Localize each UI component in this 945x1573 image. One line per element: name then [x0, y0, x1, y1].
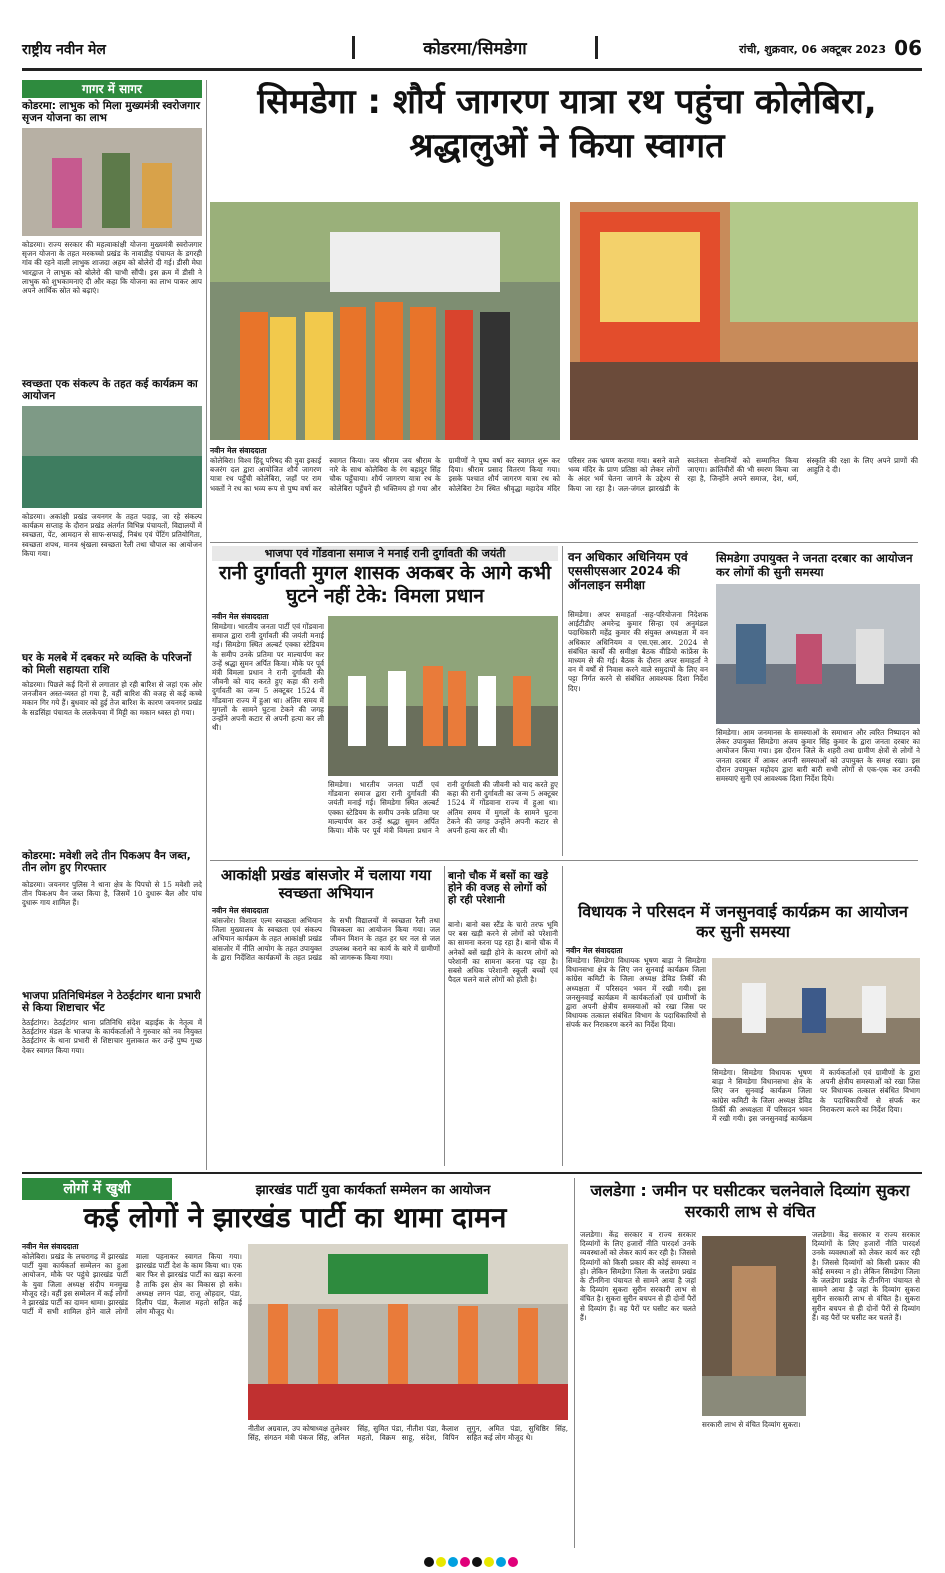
article-text: सिमडेगा। सिमडेगा विधायक भूषण बाड़ा ने सिमडेगा विधानसभा क्षेत्र के लिए जन सुनवाई कार्यक्रम जिला कांग्रेस कमिटी के जिला अध्यक्ष डेविड तिर्की की अध्यक्षता में परिसदन भवन में रखी गयी। इस जनसुनवाई कार्यक्रम में कार्यकर्ताओं एवं ग्रामीणों के द्वारा अपनी क्षेत्रीय समस्याओं को रखा जिस पर विधायक तत्काल संबंधित विभाग के पदाधिकारियों से संपर्क कर निराकरण करने का निर्देश दिया। [566, 956, 706, 1030]
column-divider [562, 546, 563, 856]
article-text: कोडरमा। जयनगर पुलिस ने थाना क्षेत्र के पिपचो से 15 मवेशी लदे तीन पिकअप वैन जब्त किया है, जिसमें 10 दुधारू बैल और पांच दुधारू गाय शामिल हैं। [22, 880, 202, 908]
newspaper-logo: राष्ट्रीय नवीन मेल [22, 42, 106, 58]
headline: कोडरमा: मवेशी लदे तीन पिकअप वैन जब्त, तीन लोग हुए गिरफ्तार [22, 850, 191, 874]
registration-dot [472, 1557, 482, 1567]
article-text: कोडरमा। राज्य सरकार की महत्वाकांक्षी योजना मुख्यमंत्री स्वरोजगार सृजन योजना के तहत मरकच्चो प्रखंड के नावाडीह पंचायत के डगरही गांव की रहने वाली लाभुक शाजदा अहम को बोलेरो दी गई। डीसी मेघा भारद्वाज ने लाभुक को बोलेरो की चाभी सौंपी। इस क्रम में डीसी ने लाभुक को शुभकामनाएं दी और कहा कि योजना का लाभ पाकर आप अपने आर्थिक स्रोत को बढ़ाएं। [22, 240, 202, 296]
column-divider [444, 866, 445, 1166]
photo-placeholder [22, 406, 202, 508]
article-text: सिमडेगा। भारतीय जनता पार्टी एवं गोंडवाना समाज द्वारा रानी दुर्गावती की जयंती मनाई गई। सिमडेगा स्थित अल्बर्ट एक्का स्टेडियम के समीप उनके प्रतिमा पर माल्यार्पण कर उन्हें श्रद्धा सुमन अर्पित किया। मौके पर पूर्व मंत्री विमला प्रधान ने रानी दुर्गावती की जीवनी को याद करते हुए कहा की रानी दुर्गावती का जन्म 5 अक्टूबर 1524 में गोंडवाना राज्य में हुआ था। अंतिम समय में मुगलों के सामने घुटना टेकने की जगह उन्होंने अपनी कटार से अपनी हत्या कर ली थी। [328, 780, 558, 836]
headline: घर के मलबे में दबकर मरे व्यक्ति के परिजनों को मिली सहायता राशि [22, 652, 192, 676]
article-text: बानो। बानो बस स्टैंड के चारो तरफ भूमि पर बस खड़ी करने से लोगों को परेशानी का सामना करना पड़ रहा है। बानो चौक में अनेकों बसें खड़ी होने के कारण लोगों को परेशानी का सामना करना पड़ रहा है। सबसे अधिक परेशानी स्कूली बच्चों एवं पैदल चलने वाले लोगों को होती है। [448, 920, 558, 985]
headline: रानी दुर्गावती मुगल शासक अकबर के आगे कभी घुटने नहीं टेके: विमला प्रधान [218, 562, 551, 607]
article-text: सिमडेगा। सिमडेगा विधायक भूषण बाड़ा ने सिमडेगा विधानसभा क्षेत्र के लिए जन सुनवाई कार्यक्रम जिला कांग्रेस कमिटी के जिला अध्यक्ष डेविड तिर्की की अध्यक्षता में परिसदन भवन में रखी गयी। इस जनसुनवाई कार्यक्रम में कार्यकर्ताओं एवं ग्रामीणों के द्वारा अपनी क्षेत्रीय समस्याओं को रखा जिस पर विधायक तत्काल संबंधित विभाग के पदाधिकारियों से संपर्क कर निराकरण करने का निर्देश दिया। [712, 1068, 920, 1124]
column-divider [206, 80, 207, 1170]
byline: नवीन मेल संवाददाता [566, 946, 623, 955]
column-divider [562, 866, 563, 1166]
section-divider [22, 1172, 922, 1174]
news-photo [702, 1236, 806, 1416]
page-number: 06 [894, 36, 922, 60]
print-registration-bar [22, 1552, 922, 1562]
registration-dot [460, 1557, 470, 1567]
photo-placeholder [210, 202, 560, 440]
article-text: जलडेगा। केंद्र सरकार व राज्य सरकार दिव्यांगों के लिए हजारों नीति पारदर्श उनके व्यवस्थाओं को लेकर कार्य कर रही है। जिससे दिव्यांगों को किसी प्रकार की कोई समस्या न हो। लेकिन सिमडेगा जिला के जलडेगा प्रखंड के टीनगिना पंचायत से सामने आया है जहां के दिव्यांग सुकरा सुरीन सरकारी लाभ से वंचित है। सुकरा सुरीन बचपन से ही दोनों पैरों से दिव्यांग हैं। वह पैरों पर घसीट कर चलते हैं। [580, 1230, 696, 1322]
byline: नवीन मेल संवाददाता [212, 906, 269, 915]
photo-placeholder [716, 584, 920, 724]
byline: नवीन मेल संवाददाता [22, 1242, 79, 1251]
news-photo [22, 406, 202, 508]
headline: जलडेगा : जमीन पर घसीटकर चलनेवाले दिव्यांग सुकरा सरकारी लाभ से वंचित [590, 1181, 910, 1221]
headline: सिमडेगा उपायुक्त ने जनता दरबार का आयोजन कर लोगों की सुनी समस्या [716, 551, 913, 579]
main-headline: सिमडेगा : शौर्य जागरण यात्रा रथ पहुंचा कोलेबिरा, श्रद्धालुओं ने किया स्वागत [257, 82, 877, 166]
headline: भाजपा प्रतिनिधिमंडल ने ठेठईटांगर थाना प्रभारी से किया शिष्टाचार भेंट [22, 990, 201, 1014]
photo-caption: सरकारी लाभ से वंचित दिव्यांग सुकरा। [702, 1420, 801, 1429]
article-text: कोलेबिरा। विश्व हिंदू परिषद की युवा इकाई बजरंग दल द्वारा आयोजित शौर्य जागरण यात्रा रथ पहुँची कोलेबिरा, जहाँ पर राम भक्तों ने रथ का भव्य रूप से पुष्प वर्षा कर स्वागत किया। जय श्रीराम जय श्रीराम के नारे के साथ कोलेबिरा के रंग बहादुर सिंह चौक पहुँचाया। शौर्य जागरण यात्रा रथ के कोलेबिरा पहुँचने ही भक्तिमय हो गया और ग्रामीणों ने पुष्प वर्षा कर स्वागत शुरू कर दिया। श्रीराम प्रसाद वितरण किया गया। इसके पश्चात शौर्य जागरण यात्रा रथ को कोलेबिरा टेम स्थित श्रीवृद्धा महादेव मंदिर परिसर तक भ्रमण कराया गया। बसने वाले भव्य मंदिर के प्राण प्रतिष्ठा को लेकर लोगों के अंदर भर्म चेतना जागने के उद्देश्य से किया जा रहा है। जल-जंगल झारखंडी के स्वतंत्रता सेनानियों को सम्मानित किया जाएगा। क्रांतिवीरों की भी स्मरण किया जा रहा है, जिन्होंने अपने समाज, देश, धर्म, संस्कृति की रक्षा के लिए अपने प्राणों की आहुति दे दी। [210, 456, 918, 493]
registration-dot [436, 1557, 446, 1567]
article-text: कोडरमा। पिछले कई दिनों से लगातार हो रही बारिश से जहां एक ओर जनजीवन अस्त-व्यस्त हो गया है, वहीं बारिश की वजह से कई कच्चे मकान गिर गये हैं। बुधवार को हुई तेज बारिश के कारण जयनगर प्रखंड के सडसिंहा पंचायत के ललकेयवा में मिट्टी का मकान ध्वस्त हो गया। [22, 680, 202, 717]
article-text: सिमडेगा। आम जनमानस के समस्याओं के समाधान और त्वरित निष्पादन को लेकर उपायुक्त सिमडेगा अजय कुमार सिंह कुमार के द्वारा जनता दरबार का आयोजन किया गया। इस दौरान जिले के शहरी तथा ग्रामीण क्षेत्रों से लोगों ने जनता दरबार में आकर अपनी समस्याओं को उपायुक्त के समक्ष रखा। इस दौरान उपायुक्त महोदय द्वारा बारी बारी सभी लोगों से एक-एक कर उनकी समस्याएं सुनी एवं आवश्यक दिशा निर्देश दिये। [716, 728, 920, 784]
section-banner: गागर में सागर [22, 80, 202, 98]
section-banner: लोगों में खुशी [22, 1178, 172, 1200]
photo-placeholder [702, 1236, 806, 1416]
photo-placeholder [22, 128, 202, 236]
kicker: झारखंड पार्टी युवा कार्यकर्ता सम्मेलन का आयोजन [255, 1183, 491, 1198]
section-divider [210, 860, 918, 861]
kicker: भाजपा एवं गोंडवाना समाज ने मनाई रानी दुर्गावती की जयंती [212, 546, 558, 561]
headline: स्वच्छता एक संकल्प के तहत कई कार्यक्रम का आयोजन [22, 378, 198, 402]
registration-dot [424, 1557, 434, 1567]
photo-placeholder [570, 202, 918, 440]
news-photo [328, 616, 558, 776]
main-photo-rally [210, 202, 560, 440]
registration-dot [448, 1557, 458, 1567]
main-photo-temple [570, 202, 918, 440]
headline: वन अधिकार अधिनियम एवं एससीएसआर 2024 की ऑनलाइन समीक्षा [568, 550, 688, 592]
registration-dot [496, 1557, 506, 1567]
registration-dot [508, 1557, 518, 1567]
byline: नवीन मेल संवाददाता [210, 446, 267, 455]
masthead [22, 36, 922, 71]
article-text: जलडेगा। केंद्र सरकार व राज्य सरकार दिव्यांगों के लिए हजारों नीति पारदर्श उनके व्यवस्थाओं को लेकर कार्य कर रही है। जिससे दिव्यांगों को किसी प्रकार की कोई समस्या न हो। लेकिन सिमडेगा जिला के जलडेगा प्रखंड के टीनगिना पंचायत से सामने आया है जहां के दिव्यांग सुकरा सुरीन सरकारी लाभ से वंचित है। सुकरा सुरीन बचपन से ही दोनों पैरों से दिव्यांग हैं। वह पैरों पर घसीट कर चलते हैं। [812, 1230, 920, 1322]
column-divider [574, 1178, 575, 1548]
byline: नवीन मेल संवाददाता [212, 612, 269, 621]
article-text: कोडरमा। अकांक्षी प्रखंड जयनगर के तहत पदाड़, जा रहे संकल्प कार्यक्रम सप्ताह के दौरान प्रखंड अंतर्गत विभिन्न पंचायतों, विद्यालयों में स्वच्छता, पेंट, आमदान से साफ-सफाई, निबंध एवं पेंटिंग प्रतियोगिता, स्वच्छता शपथ, मानव श्रृंखला स्वच्छता रैली तथा चौपाल का आयोजन किया गया। [22, 512, 202, 558]
article-text: ठेठईटांगर। ठेठईटांगर थाना प्रतिनिधि संदेश बड़ाईक के नेतृत्व में ठेठईटांगर मंडल के भाजपा के कार्यकर्ताओं ने गुरुवार को नव नियुक्त ठेठईटांगर के थाना प्रभारी से शिष्टाचार मुलाकात कर उन्हें पुष्प गुच्छ देकर स्वागत किया गया। [22, 1018, 202, 1055]
headline: कई लोगों ने झारखंड पार्टी का थामा दामन [83, 1201, 507, 1234]
article-text: कोलेबिरा। प्रखंड के लचरागढ़ में झारखंड पार्टी युवा कार्यकर्ता सम्मेलन का हुआ आयोजन, मौके पर पहुंचे झारखंड पार्टी के युवा जिला अध्यक्ष संदीप मनमुख मौजूद रहे। वहीं इस सम्मेलन में कई लोगों ने झारखंड पार्टी का दामन थामा। झारखंड पार्टी में सभी शामिल होने वाले लोगों माला पहनाकर स्वागत किया गया। झारखंड पार्टी देश के काम किया था। एक बार फिर से झारखंड पार्टी का खड़ा करना है ताकि इस क्षेत्र का विकास हो सके। अध्यक्ष लगन पंडा, राजू ओहदार, पंडा, दिलीप पंडा, कैलाश महतो सहित कई लोग मौजूद थे। [22, 1252, 242, 1317]
section-divider [210, 542, 918, 543]
headline: आकांक्षी प्रखंड बांसजोर में चलाया गया स्वच्छता अभियान [220, 866, 432, 902]
photo-placeholder [248, 1244, 568, 1420]
headline: कोडरमा: लाभुक को मिला मुख्यमंत्री स्वरोजगार सृजन योजना का लाभ [22, 100, 201, 124]
section-title: कोडरमा/सिमडेगा [352, 36, 598, 59]
news-photo [22, 128, 202, 236]
article-text: बांसजोर। विशाल एल्म स्वच्छता अभियान जिला मुख्यालय के स्वच्छता एवं संकल्प अभियान कार्यक्रम के तहत आकांक्षी प्रखंड बांसजोर में नीति आयोग के तहत उपायुक्त के द्वारा निर्देशित कार्यक्रमों के तहत प्रखंड के सभी विद्यालयों में स्वच्छता रैली तथा चित्रकला का आयोजन किया गया। जल जीवन मिशन के तहत हर घर नल से जल उपलब्ध कराने का कार्य के बारे में ग्रामीणों को जागरूक किया गया। [212, 916, 440, 962]
color-marks [22, 1552, 922, 1571]
photo-caption: नीतीश अग्रवाल, उप कोषाध्यक्ष तुलेश्वर सिंह, संगठन मंत्री पंकज सिंह, अनिल सिंह, सुमित पंडा, नीतीश पंडा, कैलाश महतो, विक्रम साहू, संदेश, विपिन लुगुन, अमित पंडा, सुधिष्ठिर सिंह, सहित कई लोग मौजूद थे। [248, 1424, 568, 1443]
news-photo [712, 958, 920, 1064]
article-text: सिमडेगा। भारतीय जनता पार्टी एवं गोंडवाना समाज द्वारा रानी दुर्गावती की जयंती मनाई गई। सिमडेगा स्थित अल्बर्ट एक्का स्टेडियम के समीप उनके प्रतिमा पर माल्यार्पण कर उन्हें श्रद्धा सुमन अर्पित किया। मौके पर पूर्व मंत्री विमला प्रधान ने रानी दुर्गावती की जीवनी को याद करते हुए कहा की रानी दुर्गावती का जन्म 5 अक्टूबर 1524 में गोंडवाना राज्य में हुआ था। अंतिम समय में मुगलों के सामने घुटना टेकने की जगह उन्होंने अपनी कटार से अपनी हत्या कर ली थी। [212, 622, 324, 733]
registration-dot [484, 1557, 494, 1567]
headline: बानो चौक में बसों का खड़े होने की वजह से लोगों को हो रही परेशानी [448, 870, 549, 906]
article-text: सिमडेगा। अपर समाहर्ता -सह-परियोजना निदेशक आईटीडीए अमरेन्द्र कुमार सिन्हा एवं अनुमंडल पदाधिकारी महेंद्र कुमार की संयुक्त अध्यक्षता में वन अधिकार अधिनियम व एस.एस.आर. 2024 से संबंधित कार्यों की समीक्षा बैठक वीडियो कांफ्रेंस के माध्यम से की गई। बैठक के दौरान अपर समाहर्ता ने वन में वर्षों से निवास करने वाले समुदायों के लिए वन पट्टा निर्गत करने से संबंधित आवश्यक दिशा निर्देश दिए। [568, 610, 708, 693]
news-photo [716, 584, 920, 724]
photo-placeholder [712, 958, 920, 1064]
news-photo [248, 1244, 568, 1420]
dateline: रांची, शुक्रवार, 06 अक्टूबर 2023 [739, 43, 886, 56]
photo-placeholder [328, 616, 558, 776]
headline: विधायक ने परिसदन में जनसुनवाई कार्यक्रम का आयोजन कर सुनी समस्या [578, 902, 908, 941]
